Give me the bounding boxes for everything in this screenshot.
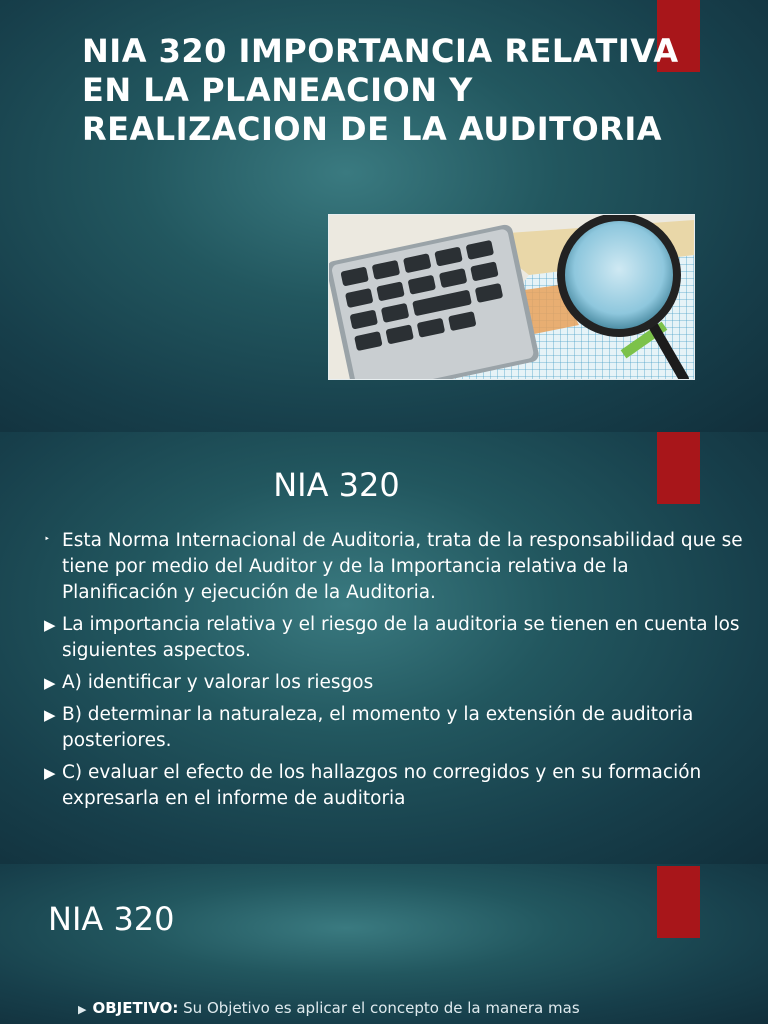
bullet-arrow-icon: ▶ <box>44 674 56 692</box>
accent-bar <box>657 866 700 938</box>
objective-label: OBJETIVO: <box>92 999 179 1017</box>
bullet-arrow-icon: ▶ <box>44 616 56 634</box>
slide-1 <box>0 0 768 432</box>
slide-title: NIA 320 IMPORTANCIA RELATIVA EN LA PLANEACION Y REALIZACION DE LA AUDITORIA <box>82 32 679 148</box>
list-item: ‣ Esta Norma Internacional de Auditoria, trata de la responsabilidad que se tiene por medio del Auditor y de la Importancia relativa de la Planificación y ejecución de la Auditoria. <box>44 528 744 606</box>
objective-text: Su Objetivo es aplicar el concepto de la manera mas <box>178 999 580 1017</box>
list-item: ▶ La importancia relativa y el riesgo de la auditoria se tienen en cuenta los siguientes aspectos. <box>44 614 740 661</box>
slide-title: NIA 320 <box>273 466 400 504</box>
list-item: ▶ A) identificar y valorar los riesgos <box>44 670 744 696</box>
list-item: ▶ C) evaluar el efecto de los hallazgos no corregidos y en su formación expresarla en el informe de auditoria <box>44 762 702 809</box>
bullet-list <box>44 528 744 818</box>
bullet-arrow-icon: ▶ <box>44 706 56 724</box>
photo-illustration <box>329 215 694 379</box>
slide-title: NIA 320 <box>48 900 175 938</box>
bullet-arrow-icon: ‣ <box>44 534 50 545</box>
bullet-arrow-icon: ▶ <box>78 1003 87 1016</box>
objective-item <box>78 998 758 1020</box>
bullet-arrow-icon: ▶ <box>44 764 56 782</box>
slide-3 <box>0 864 768 1024</box>
slide-2 <box>0 432 768 864</box>
calculator-magnifier-photo <box>328 214 695 380</box>
list-item: ▶ B) determinar la naturaleza, el momento y la extensión de auditoria posteriores. <box>44 704 694 751</box>
